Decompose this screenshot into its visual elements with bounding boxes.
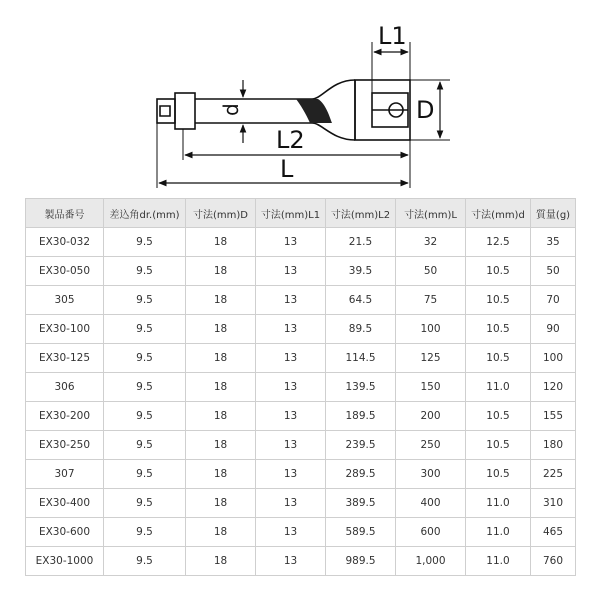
header-dim-d-small: 寸法(mm)d xyxy=(466,199,531,228)
table-cell: 600 xyxy=(396,518,466,547)
table-cell: 13 xyxy=(256,286,326,315)
table-row xyxy=(26,228,576,257)
table-cell: EX30-032 xyxy=(26,228,104,257)
table-cell: 120 xyxy=(531,373,576,402)
table-cell: 125 xyxy=(396,344,466,373)
table-row xyxy=(26,344,576,373)
table-cell: 9.5 xyxy=(104,286,186,315)
table-cell: 589.5 xyxy=(326,518,396,547)
table-cell: 150 xyxy=(396,373,466,402)
table-cell: 13 xyxy=(256,518,326,547)
table-cell: 10.5 xyxy=(466,460,531,489)
table-cell: 189.5 xyxy=(326,402,396,431)
table-row xyxy=(26,547,576,576)
table-cell: 13 xyxy=(256,344,326,373)
table-cell: 139.5 xyxy=(326,373,396,402)
female-drive-end xyxy=(372,93,408,127)
header-dim-d: 寸法(mm)D xyxy=(186,199,256,228)
extension-lines xyxy=(157,42,450,188)
table-cell: 18 xyxy=(186,315,256,344)
table-cell: 18 xyxy=(186,286,256,315)
table-cell: 10.5 xyxy=(466,431,531,460)
table-cell: EX30-250 xyxy=(26,431,104,460)
label-l2: L2 xyxy=(276,126,305,154)
table-cell: 9.5 xyxy=(104,257,186,286)
table-cell: EX30-600 xyxy=(26,518,104,547)
table-cell: 50 xyxy=(531,257,576,286)
table-cell: 10.5 xyxy=(466,286,531,315)
table-cell: 310 xyxy=(531,489,576,518)
label-l: L xyxy=(280,155,294,183)
table-cell: 100 xyxy=(531,344,576,373)
table-cell: 18 xyxy=(186,373,256,402)
table-row xyxy=(26,315,576,344)
table-body xyxy=(26,228,576,576)
table-cell: 465 xyxy=(531,518,576,547)
table-cell: 13 xyxy=(256,257,326,286)
table-cell: 32 xyxy=(396,228,466,257)
table-cell: 9.5 xyxy=(104,431,186,460)
table-cell: 21.5 xyxy=(326,228,396,257)
label-d-big: D xyxy=(416,96,435,124)
table-cell: 18 xyxy=(186,228,256,257)
table-row xyxy=(26,286,576,315)
table-cell: 50 xyxy=(396,257,466,286)
table-cell: 180 xyxy=(531,431,576,460)
table-cell: 13 xyxy=(256,489,326,518)
table-cell: 13 xyxy=(256,228,326,257)
table-cell: 389.5 xyxy=(326,489,396,518)
table-cell: 18 xyxy=(186,547,256,576)
label-d-small: d xyxy=(219,103,243,116)
table-row xyxy=(26,257,576,286)
table-cell: 10.5 xyxy=(466,402,531,431)
table-cell: 13 xyxy=(256,373,326,402)
table-cell: 9.5 xyxy=(104,518,186,547)
table-cell: 18 xyxy=(186,518,256,547)
table-cell: 10.5 xyxy=(466,315,531,344)
male-drive-end xyxy=(157,93,195,129)
table-cell: 18 xyxy=(186,402,256,431)
table-cell: 35 xyxy=(531,228,576,257)
header-dim-l2: 寸法(mm)L2 xyxy=(326,199,396,228)
table-cell: EX30-400 xyxy=(26,489,104,518)
table-cell: EX30-125 xyxy=(26,344,104,373)
table-cell: 18 xyxy=(186,460,256,489)
table-cell: 13 xyxy=(256,431,326,460)
table-cell: 13 xyxy=(256,547,326,576)
header-dim-l1: 寸法(mm)L1 xyxy=(256,199,326,228)
table-cell: 11.0 xyxy=(466,518,531,547)
table-cell: EX30-1000 xyxy=(26,547,104,576)
table-cell: 114.5 xyxy=(326,344,396,373)
table-cell: 155 xyxy=(531,402,576,431)
spec-table xyxy=(25,198,576,576)
table-cell: 9.5 xyxy=(104,489,186,518)
table-cell: 11.0 xyxy=(466,489,531,518)
table-cell: 90 xyxy=(531,315,576,344)
table-cell: EX30-100 xyxy=(26,315,104,344)
table-cell: EX30-050 xyxy=(26,257,104,286)
table-cell: 300 xyxy=(396,460,466,489)
table-cell: 200 xyxy=(396,402,466,431)
header-row xyxy=(26,199,576,228)
table-cell: 305 xyxy=(26,286,104,315)
table-row xyxy=(26,373,576,402)
header-weight: 質量(g) xyxy=(531,199,576,228)
table-cell: 18 xyxy=(186,257,256,286)
table-cell: 18 xyxy=(186,489,256,518)
table-cell: 18 xyxy=(186,344,256,373)
label-l1: L1 xyxy=(378,22,407,50)
table-row xyxy=(26,518,576,547)
header-product-number: 製品番号 xyxy=(26,199,104,228)
table-cell: 18 xyxy=(186,431,256,460)
table-cell: 760 xyxy=(531,547,576,576)
table-cell: 9.5 xyxy=(104,228,186,257)
table-cell: 1,000 xyxy=(396,547,466,576)
table-cell: 225 xyxy=(531,460,576,489)
table-row xyxy=(26,460,576,489)
table-cell: 100 xyxy=(396,315,466,344)
table-cell: 9.5 xyxy=(104,373,186,402)
table-cell: 70 xyxy=(531,286,576,315)
table-cell: 9.5 xyxy=(104,460,186,489)
table-cell: 10.5 xyxy=(466,344,531,373)
table-row xyxy=(26,431,576,460)
table-cell: 10.5 xyxy=(466,257,531,286)
table-cell: EX30-200 xyxy=(26,402,104,431)
table-row xyxy=(26,489,576,518)
shaft-shading xyxy=(296,99,332,123)
table-cell: 307 xyxy=(26,460,104,489)
table-cell: 64.5 xyxy=(326,286,396,315)
table-cell: 89.5 xyxy=(326,315,396,344)
table-cell: 11.0 xyxy=(466,373,531,402)
table-cell: 12.5 xyxy=(466,228,531,257)
table-cell: 13 xyxy=(256,460,326,489)
table-cell: 9.5 xyxy=(104,402,186,431)
header-dim-l: 寸法(mm)L xyxy=(396,199,466,228)
table-cell: 400 xyxy=(396,489,466,518)
table-row xyxy=(26,402,576,431)
table-cell: 9.5 xyxy=(104,547,186,576)
table-cell: 13 xyxy=(256,402,326,431)
table-cell: 13 xyxy=(256,315,326,344)
extension-bar-diagram xyxy=(0,0,600,200)
table-cell: 289.5 xyxy=(326,460,396,489)
header-drive-size: 差込角dr.(mm) xyxy=(104,199,186,228)
table-cell: 9.5 xyxy=(104,344,186,373)
table-cell: 239.5 xyxy=(326,431,396,460)
table-cell: 11.0 xyxy=(466,547,531,576)
table-cell: 989.5 xyxy=(326,547,396,576)
table-cell: 250 xyxy=(396,431,466,460)
table-cell: 39.5 xyxy=(326,257,396,286)
table-cell: 306 xyxy=(26,373,104,402)
table-cell: 9.5 xyxy=(104,315,186,344)
table-cell: 75 xyxy=(396,286,466,315)
